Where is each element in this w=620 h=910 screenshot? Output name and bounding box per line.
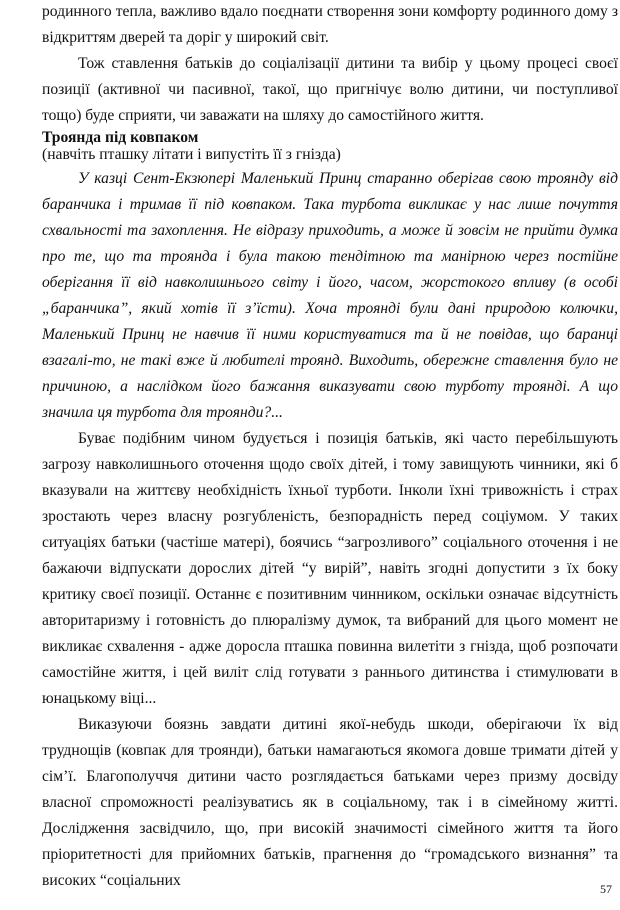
paragraph-fear-of-harm: Виказуючи боязнь завдати дитині якої-небудь шкоди, оберігаючи їх від труднощів (ковпак для троянди), батьки намагаються якомога довше тримати дітей у сім’ї. Благополуччя дитини часто розглядається батьками через призму досвіду власної спроможності реалізуватись як в соціальному, так і в сімейному житті. Дослідження засвідчило, що, при високій значимості сімейного життя та його пріоритетності для прийомних батьків, прагнення до “громадського визнання” та високих “соціальних bbox=[42, 716, 618, 889]
page-number: 57 bbox=[600, 882, 612, 896]
paragraph-parent-position: Буває подібним чином будується і позиція батьків, які часто перебільшують загрозу навколишнього оточення щодо своїх дітей, і тому завищують чинники, які б вказували на життєву необхідність їхньої турботи. Інколи їхні тривожність і страх зростають через власну розгубленість, безпорадність перед соціумом. У таких ситуаціях батьки (частіше матері), боячись “загрозливого” соціального оточення і не бажаючи відпускати дорослих дітей “у вирій”, навіть згодні допустити з їх боку критику своєї позиції. Останнє є позитивним чинником, оскільки означає відсутність авторитаризму і готовність до плюралізму думок, та вибраний для цього момент не викликає схвалення - адже доросла пташка повинна вилетіти з гнізда, щоб розпочати самостійне життя, і цей виліт слід готувати з раннього дитинства і стимулювати в юнацькому віці... bbox=[42, 430, 618, 707]
paragraph-socialization: Тож ставлення батьків до соціалізації дитини та вибір у цьому процесі своєї позиції (активної чи пасивної, такої, що пригнічує волю дитини, чи поступливої тощо) буде сприяти, чи заважати на шляху до самостійного життя. bbox=[42, 55, 618, 124]
section-title: Троянда під ковпаком bbox=[42, 129, 199, 146]
paragraph-little-prince: У казці Сент-Екзюпері Маленький Принц старанно оберігав свою троянду від баранчика і тримав її під ковпаком. Така турбота викликає у нас лише почуття схвальності та захоплення. Не відразу приходить, а може й зовсім не прийти думка про те, що та троянда і була такою тендітною та манірною через постійне оберігання її від навколишнього світу і його, часом, жорстокого впливу (в особі „баранчика”, який хотів її з’їсти). Хоча троянді були дані природою колючки, Маленький Принц не навчив її ними користуватися та й не повідав, що баранці взагалі-то, не такі вже й любителі троянд. Виходить, обережне ставлення було не причиною, а наслідком його бажання виказувати свою турботу троянді. А що значила ця турбота для троянди?... bbox=[42, 170, 618, 421]
document-page bbox=[42, 0, 618, 894]
paragraph-continued: родинного тепла, важливо вдало поєднати створення зони комфорту родинного дому з відкриттям дверей та доріг у широкий світ. bbox=[42, 3, 618, 46]
section-subtitle: (навчіть пташку літати і випустіть її з гнізда) bbox=[42, 146, 341, 163]
